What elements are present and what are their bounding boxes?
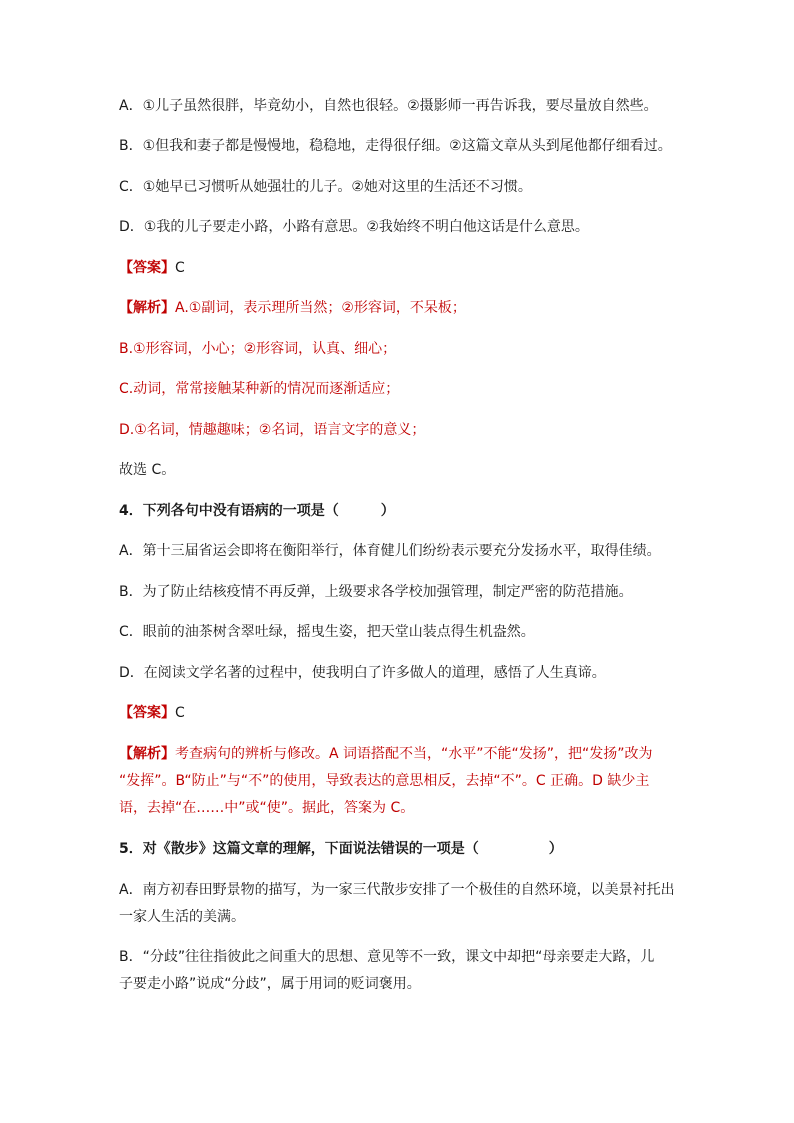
answer-value: C <box>175 705 185 721</box>
analysis-line: “发挥”。B“防止”与“不”的使用，导致表达的意思相反，去掉“不”。C 正确。D 缺少主 <box>119 773 650 789</box>
question-end: ） <box>380 503 395 519</box>
question-end: ） <box>548 841 563 857</box>
analysis-line: D.①名词，情趣趣味；②名词，语言文字的意义； <box>119 422 426 438</box>
q3-option-a: A．①儿子虽然很胖，毕竟幼小，自然也很轻。②摄影师一再告诉我，要尽量放自然些。 <box>119 98 658 114</box>
analysis-line: 考查病句的辨析与修改。A 词语搭配不当，“水平”不能“发扬”，把“发扬”改为 <box>175 746 653 762</box>
answer-tag: 【答案】 <box>119 705 175 721</box>
q3-option-d: D．①我的儿子要走小路，小路有意思。②我始终不明白他这话是什么意思。 <box>119 219 589 235</box>
q4-question <box>119 502 395 520</box>
q5-option-a: A．南方初春田野景物的描写，为一家三代散步安排了一个极佳的自然环境，以美景衬托出 <box>119 882 675 898</box>
q5-option-b: B．“分歧”往往指彼此之间重大的思想、意见等不一致，课文中却把“母亲要走大路，儿 <box>119 949 655 965</box>
q4-option-b: B．为了防止结核疫情不再反弹，上级要求各学校加强管理，制定严密的防范措施。 <box>119 584 633 600</box>
q3-conclusion: 故选 C。 <box>119 462 176 478</box>
question-text: 4．下列各句中没有语病的一项是（ <box>119 503 339 519</box>
q5-option-b-cont: 子要走小路”说成“分歧”，属于用词的贬词褒用。 <box>119 976 421 992</box>
answer-value: C <box>175 260 185 276</box>
q3-answer <box>119 259 185 277</box>
q3-option-b: B．①但我和妻子都是慢慢地，稳稳地，走得很仔细。②这篇文章从头到尾他都仔细看过。 <box>119 138 672 154</box>
q4-option-d: D．在阅读文学名著的过程中，使我明白了许多做人的道理，感悟了人生真谛。 <box>119 665 606 681</box>
q4-answer <box>119 704 185 722</box>
analysis-line: B.①形容词，小心；②形容词，认真、细心； <box>119 341 397 357</box>
q4-analysis <box>119 745 653 763</box>
q3-analysis <box>119 299 466 317</box>
analysis-tag: 【解析】 <box>119 300 175 316</box>
q5-option-a-cont: 一家人生活的美满。 <box>119 909 245 925</box>
answer-tag: 【答案】 <box>119 260 175 276</box>
q4-option-c: C．眼前的油茶树含翠吐绿，摇曳生姿，把天堂山装点得生机盎然。 <box>119 624 535 640</box>
q5-question <box>119 840 563 858</box>
question-text: 5．对《散步》这篇文章的理解，下面说法错误的一项是（ <box>119 841 479 857</box>
analysis-line: 语，去掉“在……中”或“使”。据此，答案为 C。 <box>119 800 415 816</box>
analysis-line: A.①副词，表示理所当然；②形容词，不呆板； <box>175 300 466 316</box>
q4-option-a: A．第十三届省运会即将在衡阳举行，体育健儿们纷纷表示要充分发扬水平，取得佳绩。 <box>119 543 661 559</box>
analysis-tag: 【解析】 <box>119 746 175 762</box>
analysis-line: C.动词，常常接触某种新的情况而逐渐适应； <box>119 381 400 397</box>
q3-option-c: C．①她早已习惯听从她强壮的儿子。②她对这里的生活还不习惯。 <box>119 179 532 195</box>
